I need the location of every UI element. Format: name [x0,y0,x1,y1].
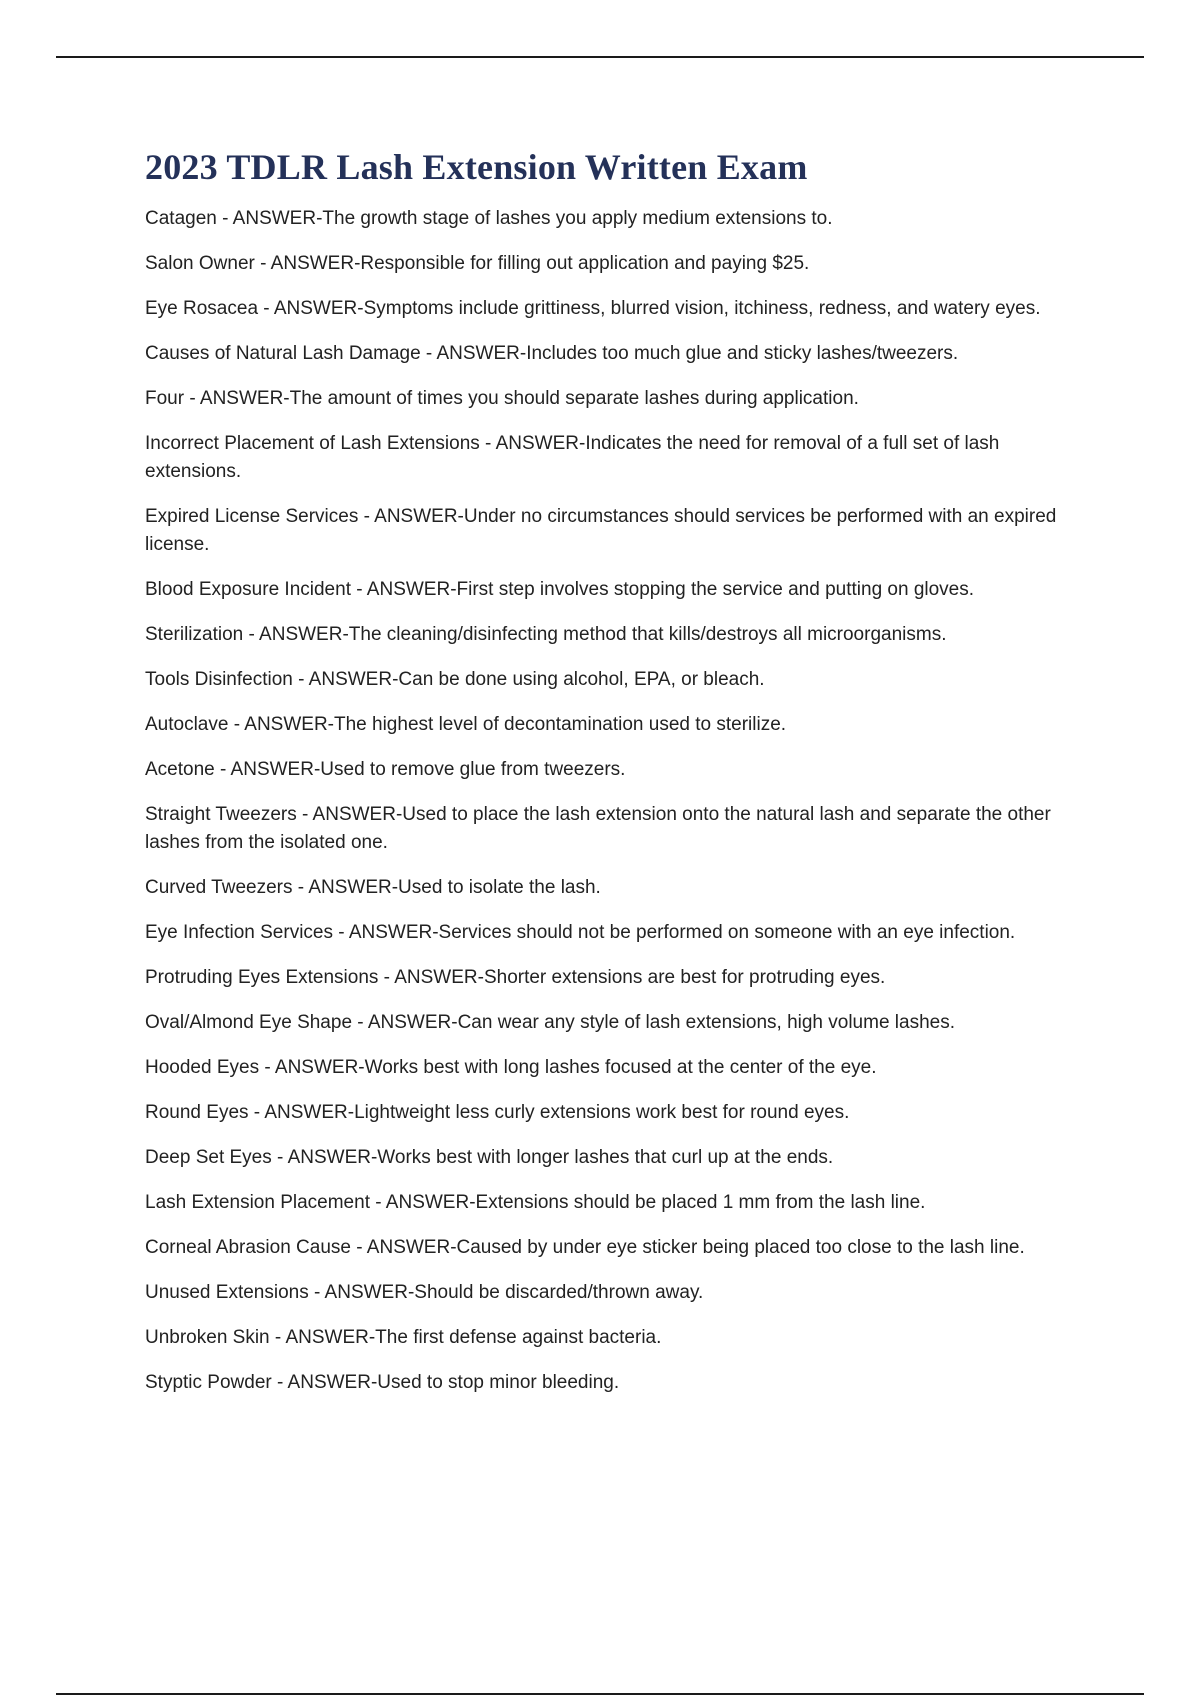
qa-item: Round Eyes - ANSWER-Lightweight less curly extensions work best for round eyes. [145,1102,850,1123]
document-title: 2023 TDLR Lash Extension Written Exam [145,147,808,187]
qa-list [145,205,1095,1397]
qa-item: Catagen - ANSWER-The growth stage of lashes you apply medium extensions to. [145,208,833,229]
qa-item: Blood Exposure Incident - ANSWER-First step involves stopping the service and putting on gloves. [145,579,975,600]
qa-item: Deep Set Eyes - ANSWER-Works best with longer lashes that curl up at the ends. [145,1147,834,1168]
qa-item: Acetone - ANSWER-Used to remove glue from tweezers. [145,759,626,780]
qa-item: Lash Extension Placement - ANSWER-Extensions should be placed 1 mm from the lash line. [145,1192,926,1213]
qa-item: Incorrect Placement of Lash Extensions - ANSWER-Indicates the need for removal of a full set of lash extensions. [145,433,1000,482]
qa-item: Four - ANSWER-The amount of times you should separate lashes during application. [145,388,859,409]
footer-rule [56,1693,1144,1695]
qa-item: Salon Owner - ANSWER-Responsible for filling out application and paying $25. [145,253,810,274]
document-body [145,143,1095,1414]
qa-item: Eye Rosacea - ANSWER-Symptoms include grittiness, blurred vision, itchiness, redness, and watery eyes. [145,298,1041,319]
qa-item: Unbroken Skin - ANSWER-The first defense against bacteria. [145,1327,662,1348]
qa-item: Styptic Powder - ANSWER-Used to stop minor bleeding. [145,1372,620,1393]
qa-item: Eye Infection Services - ANSWER-Services should not be performed on someone with an eye infection. [145,922,1016,943]
qa-item: Tools Disinfection - ANSWER-Can be done using alcohol, EPA, or bleach. [145,669,765,690]
qa-item: Corneal Abrasion Cause - ANSWER-Caused by under eye sticker being placed too close to the lash line. [145,1237,1025,1258]
qa-item: Hooded Eyes - ANSWER-Works best with long lashes focused at the center of the eye. [145,1057,877,1078]
qa-item: Causes of Natural Lash Damage - ANSWER-Includes too much glue and sticky lashes/tweezers. [145,343,959,364]
header-rule [56,56,1144,58]
qa-item: Curved Tweezers - ANSWER-Used to isolate the lash. [145,877,601,898]
qa-item: Oval/Almond Eye Shape - ANSWER-Can wear any style of lash extensions, high volume lashes. [145,1012,955,1033]
qa-item: Autoclave - ANSWER-The highest level of decontamination used to sterilize. [145,714,787,735]
qa-item: Unused Extensions - ANSWER-Should be discarded/thrown away. [145,1282,704,1303]
qa-item: Protruding Eyes Extensions - ANSWER-Shorter extensions are best for protruding eyes. [145,967,886,988]
qa-item: Expired License Services - ANSWER-Under no circumstances should services be performed with an expired license. [145,506,1057,555]
qa-item: Straight Tweezers - ANSWER-Used to place the lash extension onto the natural lash and separate the other lashes from the isolated one. [145,804,1051,853]
qa-item: Sterilization - ANSWER-The cleaning/disinfecting method that kills/destroys all microorganisms. [145,624,947,645]
